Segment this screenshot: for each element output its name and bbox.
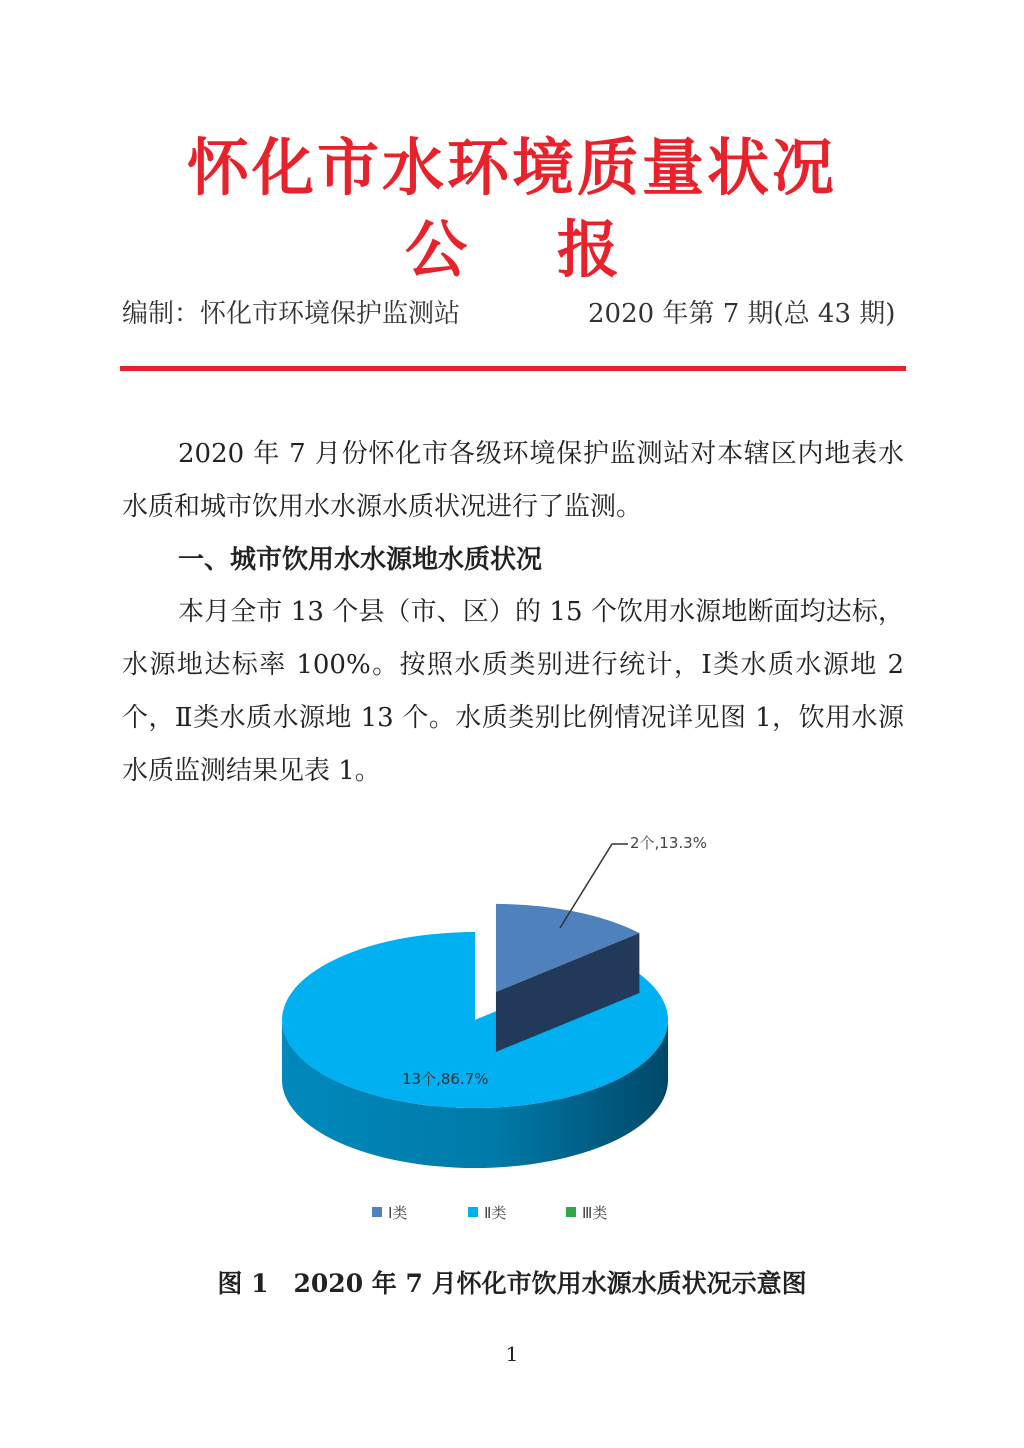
data-label-1: 2个,13.3% <box>630 834 707 852</box>
legend-item-1 <box>372 1204 407 1222</box>
report-title-line2 <box>0 210 1024 290</box>
editor-line: 编制：怀化市环境保护监测站 <box>122 299 461 329</box>
issue-line: 2020 年第 7 期(总 43 期) <box>588 299 896 329</box>
header-divider <box>120 366 906 371</box>
title-char-bao: 报 <box>557 213 620 286</box>
intro-paragraph: 2020 年 7 月份怀化市各级环境保护监测站对本辖区内地表水水质和城市饮用水水源水质状况进行了监测。 <box>122 439 904 522</box>
legend-swatch <box>372 1207 382 1217</box>
legend-item-3 <box>566 1204 607 1222</box>
legend-label: Ⅲ类 <box>582 1204 608 1222</box>
water-quality-pie-chart <box>260 820 760 1240</box>
title-char-gong: 公 <box>404 213 467 286</box>
legend-swatch <box>468 1207 478 1217</box>
legend-item-2 <box>468 1204 506 1222</box>
legend-swatch <box>566 1207 576 1217</box>
legend-label: Ⅰ类 <box>388 1204 408 1222</box>
page-number: 1 <box>505 1342 519 1366</box>
report-title-line1: 怀化市水环境质量状况 <box>186 131 837 204</box>
legend-label: Ⅱ类 <box>484 1204 507 1222</box>
section1-heading: 一、城市饮用水水源地水质状况 <box>178 545 543 575</box>
figure-caption: 图 1 2020 年 7 月怀化市饮用水源水质状况示意图 <box>217 1269 807 1298</box>
section1-paragraph: 本月全市 13 个县（市、区）的 15 个饮用水源地断面均达标，水源地达标率 100%。按照水质类别进行统计，Ⅰ类水质水源地 2 个，Ⅱ类水质水源地 13 个。水质类别比例情况详见图 1，饮用水源水质监测结果见表 1。 <box>122 597 904 786</box>
data-label-2: 13个,86.7% <box>402 1070 489 1088</box>
